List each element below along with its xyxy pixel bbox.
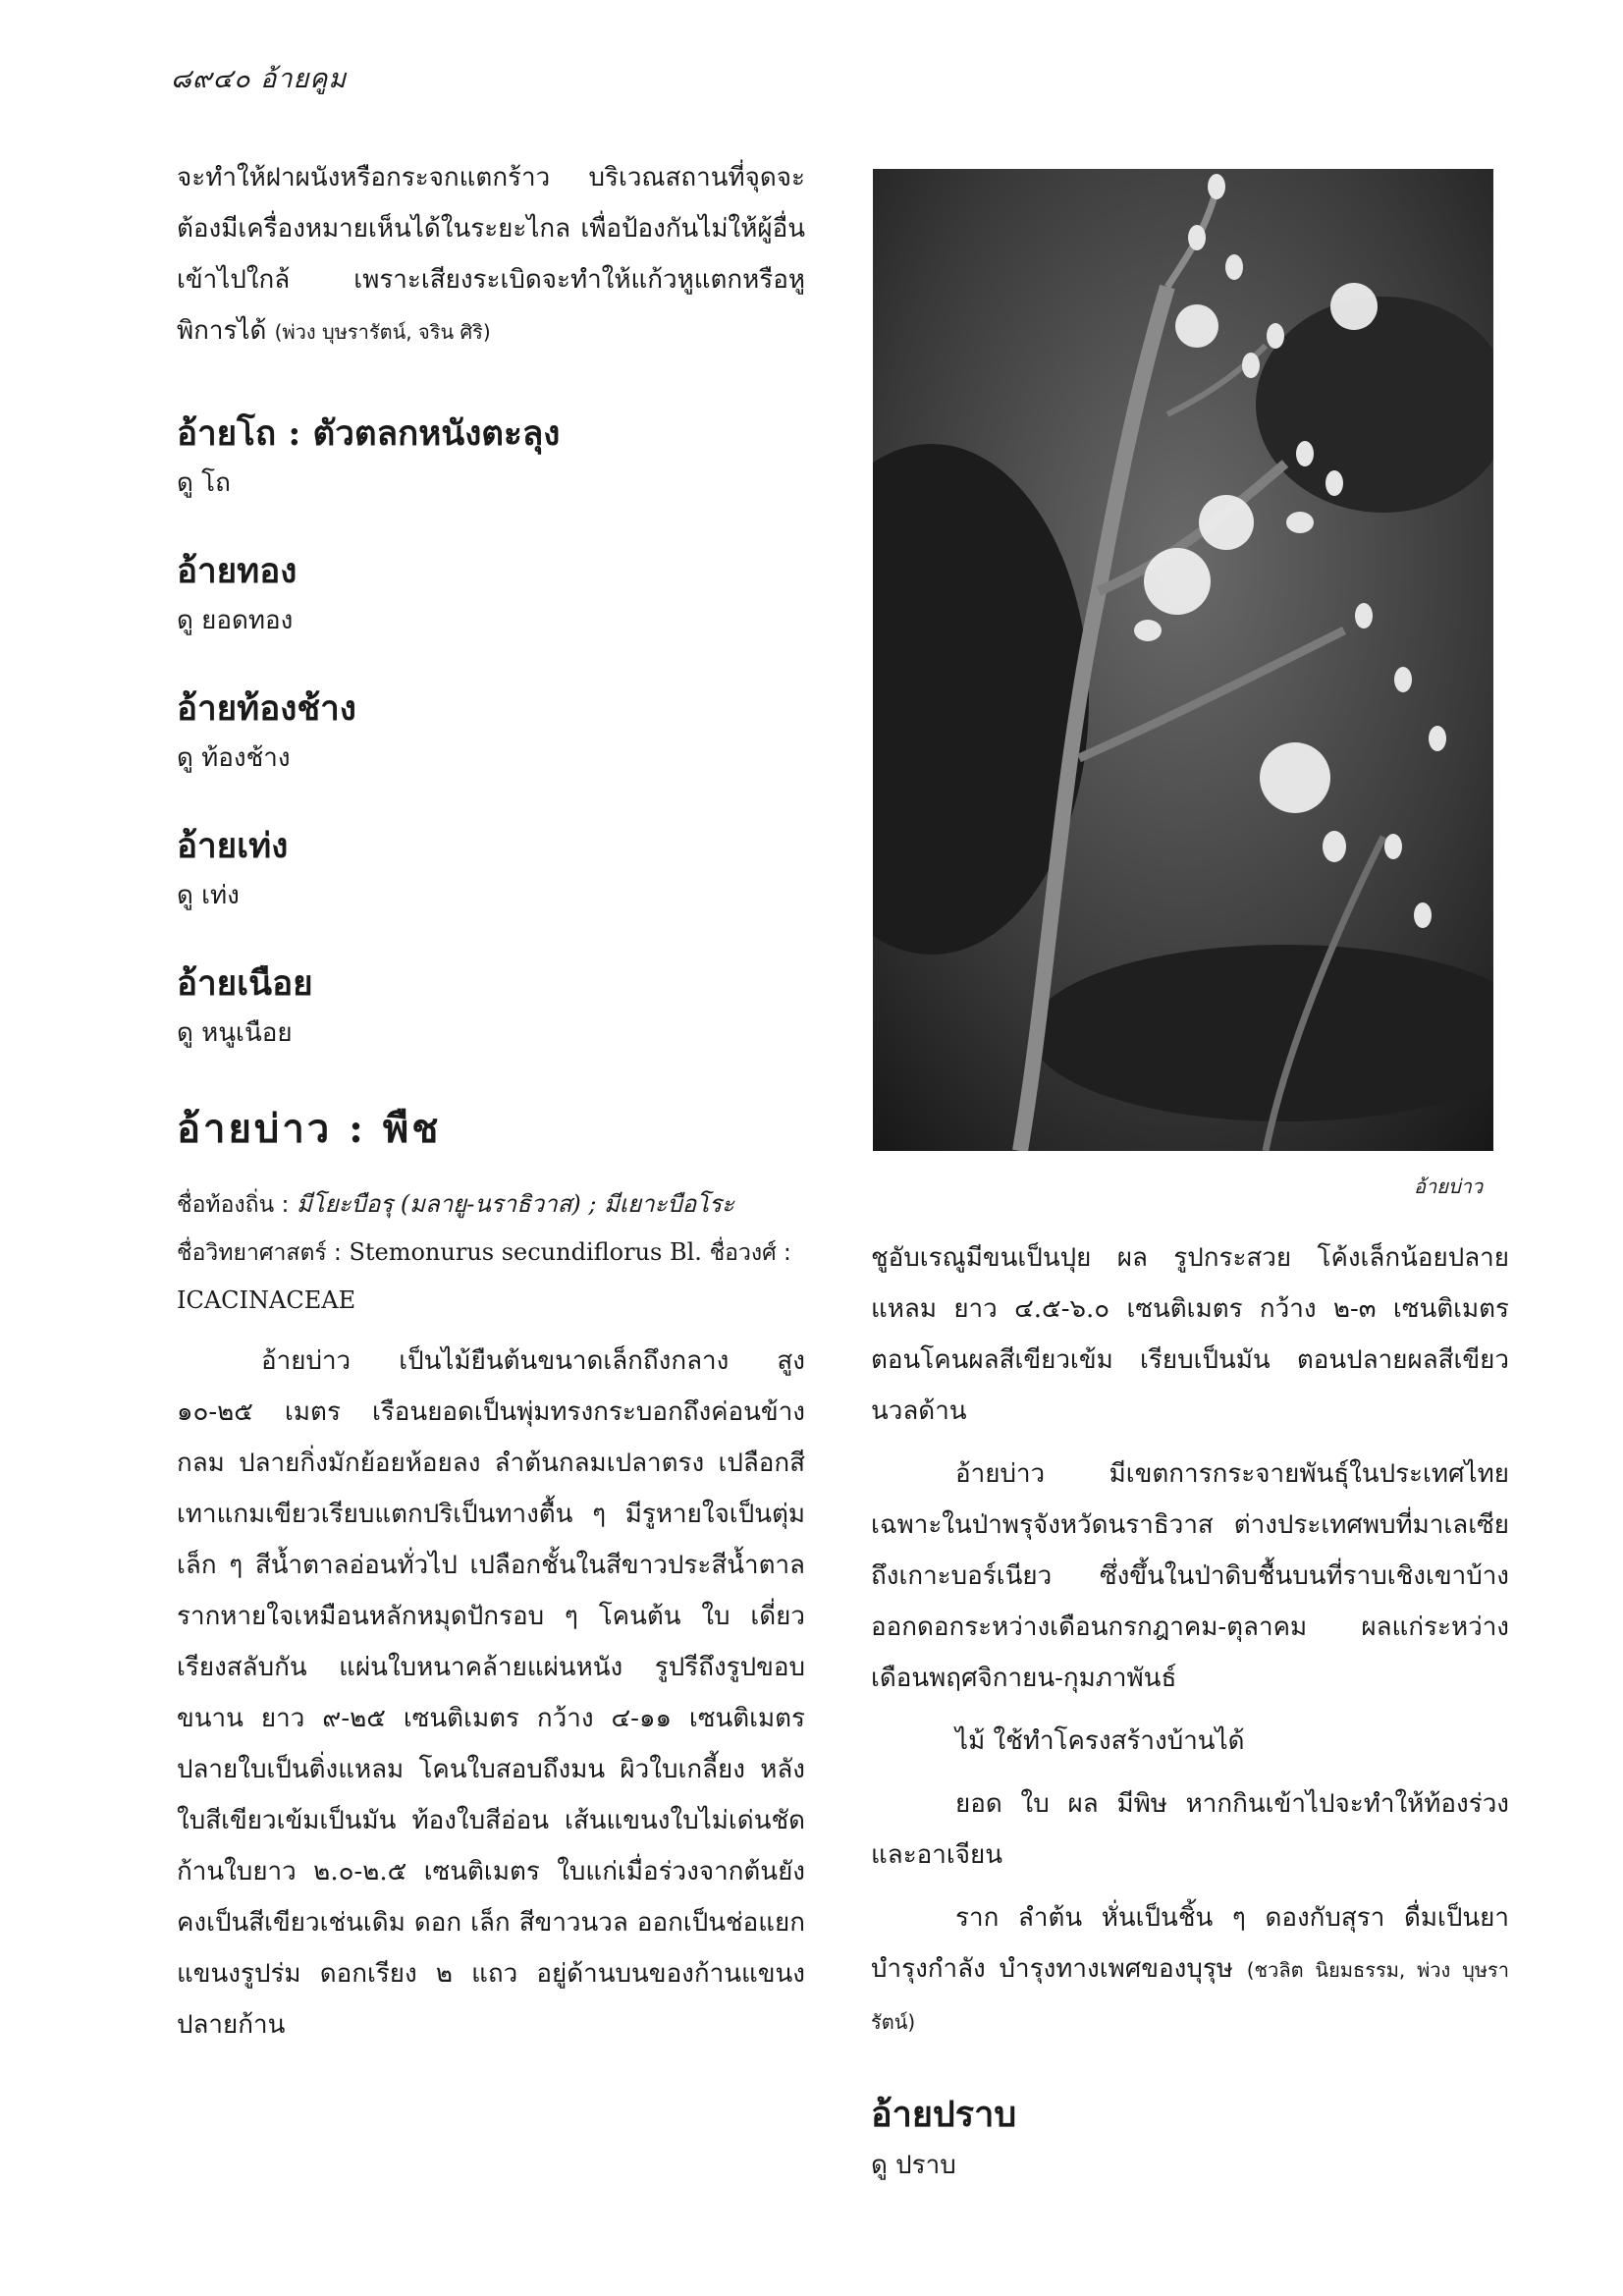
local-names-label: ชื่อท้องถิ่น : [177,1192,290,1218]
xref-title: อ้ายท้องช้าง [177,688,356,729]
xref-entry [177,958,805,1057]
xref-title: อ้ายปราบ [871,2094,1017,2135]
intro-paragraph [177,152,805,357]
xref-see: ดู หนูเนือย [177,1018,293,1048]
scientific-name [177,1229,805,1277]
toxicity-paragraph: ยอด ใบ ผล มีพิษ หากกินเข้าไปจะทำให้ท้องร่วงและอาเจียน [871,1789,1509,1870]
continuation-paragraph: ชูอับเรณูมีขนเป็นปุย ผล รูปกระสวย โค้งเล็กน้อยปลายแหลม ยาว ๔.๕-๖.๐ เซนติเมตร กว้าง ๒-๓ เซนติเมตร ตอนโคนผลสีเขียวเข้ม เรียบเป็นมัน ตอนปลายผลสีเขียวนวลด้าน [871,1243,1509,1426]
left-column [177,152,805,2050]
running-head: ๘๙๔๐ อ้ายคูม [171,64,348,94]
entry-headword: อ้ายบ่าว : พืช [177,1106,442,1152]
intro-citation: (พ่วง บุษรารัตน์, จริน ศิริ) [274,320,491,344]
xref-see: ดู โถ [177,468,231,498]
xref-entry [177,546,805,644]
xref-title: อ้ายเนือย [177,963,313,1004]
medicinal-text: ราก ลำต้น หั่นเป็นชิ้น ๆ ดองกับสุรา ดื่มเป็นยาบำรุงกำลัง บำรุงทางเพศของบุรุษ [871,1903,1509,1984]
right-column [871,1232,1509,2189]
description-paragraph: อ้ายบ่าว เป็นไม้ยืนต้นขนาดเล็กถึงกลาง สูง ๑๐-๒๕ เมตร เรือนยอดเป็นพุ่มทรงกระบอกถึงค่อนข้างกลม ปลายกิ่งมักย้อยห้อยลง ลำต้นกลมเปลาตรง เปลือกสีเทาแกมเขียวเรียบแตกปริเป็นทางตื้น ๆ มีรูหายใจเป็นตุ่มเล็ก ๆ สีน้ำตาลอ่อนทั่วไป เปลือกชั้นในสีขาวประสีน้ำตาล รากหายใจเหมือนหลักหมุดปักรอบ ๆ โคนต้น ใบ เดี่ยว เรียงสลับกัน แผ่นใบหนาคล้ายแผ่นหนัง รูปรีถึงรูปขอบขนาน ยาว ๙-๒๕ เซนติเมตร กว้าง ๔-๑๑ เซนติเมตร ปลายใบเป็นติ่งแหลม โคนใบสอบถึงมน ผิวใบเกลี้ยง หลังใบสีเขียวเข้มเป็นมัน ท้องใบสีอ่อน เส้นแขนงใบไม่เด่นชัด ก้านใบยาว ๒.๐-๒.๕ เซนติเมตร ใบแก่เมื่อร่วงจากต้นยังคงเป็นสีเขียวเช่นเดิม ดอก เล็ก สีขาวนวล ออกเป็นช่อแยกแขนงรูปร่ม ดอกเรียง ๒ แถว อยู่ด้านบนของก้านแขนง ปลายก้าน [177,1346,805,2040]
plant-photo [873,169,1493,1151]
medicinal-paragraph [871,1892,1509,2048]
medicinal-citation: (ชวลิต นิยมธรรม, พ่วง บุษรารัตน์) [871,1958,1510,2034]
wood-use-paragraph: ไม้ ใช้ทำโครงสร้างบ้านได้ [955,1726,1245,1756]
photo-caption: อ้ายบ่าว [1414,1175,1484,1198]
xref-title: อ้ายเท่ง [177,826,289,866]
family-name: ICACINACEAE [177,1286,356,1314]
local-names-value: มีโยะบือรุ (มลายู-นราธิวาส) ; มีเยาะบือโระ [296,1190,734,1218]
xref-title: อ้ายโถ : ตัวตลกหนังตะลุง [177,413,561,454]
xref-see: ดู ยอดทอง [177,606,294,635]
xref-title: อ้ายทอง [177,551,298,591]
xref-see: ดู เท่ง [177,881,240,910]
distribution-paragraph: อ้ายบ่าว มีเขตการกระจายพันธุ์ในประเทศไทย เฉพาะในป่าพรุจังหวัดนราธิวาส ต่างประเทศพบที่มาเลเซีย ถึงเกาะบอร์เนียว ซึ่งขึ้นในป่าดิบชื้นบนที่ราบเชิงเขาบ้าง ออกดอกระหว่างเดือนกรกฎาคม-ตุลาคม ผลแก่ระหว่างเดือนพฤศจิกายน-กุมภาพันธ์ [871,1459,1509,1693]
xref-entry [177,409,805,507]
scientific-name-label: ชื่อวิทยาศาสตร์ : [177,1240,342,1266]
flower-illustration [873,169,1493,1151]
xref-entry [177,683,805,782]
family-label: ชื่อวงศ์ : [709,1240,791,1266]
intro-text: จะทำให้ฝาผนังหรือกระจกแตกร้าว บริเวณสถานที่จุดจะต้องมีเครื่องหมายเห็นได้ในระยะไกล เพื่อป้องกันไม่ให้ผู้อื่นเข้าไปใกล้ เพราะเสียงระเบิดจะทำให้แก้วหูแตกหรือหูพิการได้ [177,163,805,346]
xref-see: ดู ปราบ [871,2151,956,2180]
scientific-name-value: Stemonurus secundiflorus Bl. [349,1238,702,1266]
xref-entry [177,821,805,919]
local-names [177,1180,805,1229]
xref-see: ดู ท้องช้าง [177,743,291,773]
